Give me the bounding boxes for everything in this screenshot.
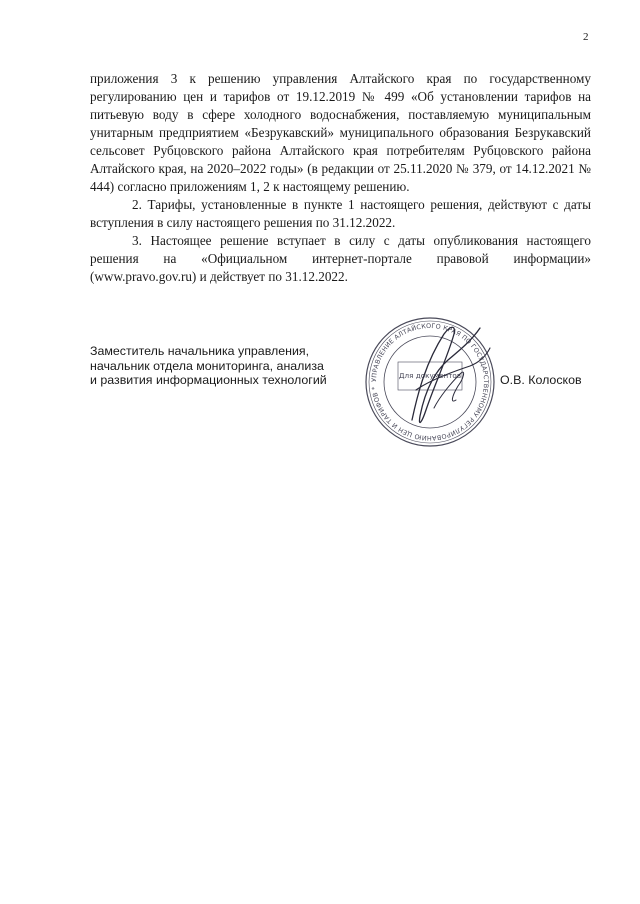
- paragraph-2: 2. Тарифы, установленные в пункте 1 настоящего решения, действуют с даты вступления в силу настоящего решения по 31.12.2022.: [90, 197, 591, 230]
- page-number: 2: [583, 31, 589, 43]
- signer-name: О.В. Колосков: [500, 373, 582, 387]
- paragraph-1: приложения 3 к решению управления Алтайского края по государственному регулированию цен и тарифов от 19.12.2019 № 499 «Об установлении тарифов на питьевую воду в сфере холодного водоснабжения, поставляемую муниципальным унитарным предприятием «Безрукавский» муниципального образования Безрукавский сельсовет Рубцовского района Алтайского края потребителям Рубцовского района Алтайского края, на 2020–2022 годы» (в редакции от 25.11.2020 № 379, от 14.12.2021 № 444) согласно приложениям 1, 2 к настоящему решению.: [90, 71, 591, 194]
- stamp-ring-text: УПРАВЛЕНИЕ АЛТАЙСКОГО КРАЯ ПО ГОСУДАРСТВЕННОМУ РЕГУЛИРОВАНИЮ ЦЕН И ТАРИФОВ *: [369, 321, 491, 443]
- signer-position-line: и развития информационных технологий: [90, 373, 327, 387]
- official-stamp: [360, 312, 500, 457]
- signer-position: [90, 344, 327, 388]
- stamp-center-text: Для документов: [398, 371, 462, 380]
- signer-position-line: Заместитель начальника управления,: [90, 344, 310, 358]
- handwritten-signature-icon: [360, 312, 500, 452]
- document-body: [90, 70, 591, 286]
- signer-position-line: начальник отдела мониторинга, анализа: [90, 358, 324, 373]
- paragraph-3: 3. Настоящее решение вступает в силу с даты опубликования настоящего решения на «Официальном интернет-портале правовой информации» (www.pravo.gov.ru) и действует по 31.12.2022.: [90, 233, 591, 284]
